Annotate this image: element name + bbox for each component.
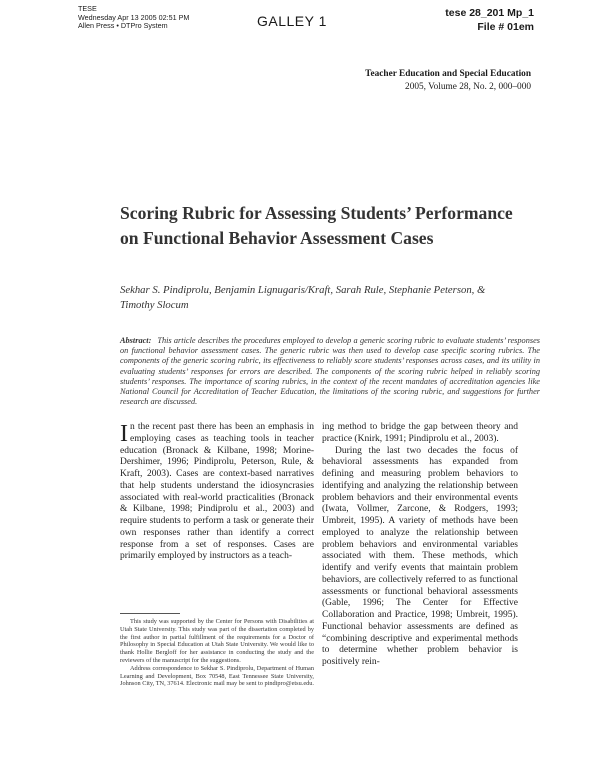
body-paragraph: During the last two decades the focus of behavioral assessments has expanded from defining and measuring problem behaviors to identifying and analyzing the relationship between problem behaviors and their environmental events (Iwata, Vollmer, Zarcone, & Rodgers, 1993; Umbreit, 1995). A variety of methods have been employed to analyze the relationship between problem behaviors and environmental variables associated with them. These methods, which identify and verify events that maintain problem behaviors, are collectively referred to as functional assessments or functional behavioral assessments (Gable, 1996; The Center for Effective Collaboration and Practice, 1998; Umbreit, 1995). Functional behavior assessments are defined as “combining descriptive and experimental methods to determine whether problem behavior is positively rein-	[322, 445, 518, 667]
journal-volume: 2005, Volume 28, No. 2, 000–000	[405, 81, 531, 92]
abstract	[120, 336, 540, 407]
body-text: n the recent past there has been an emphasis in employing cases as teaching tools in teacher education (Bronack & Kilbane, 1998; Morine-Dershimer, 1996; Pindiprolu, Peterson, Rule, & Kraft, 2003). Cases are context-based narratives that help students understand the idiosyncrasies associated with real-world practicalities (Bronack & Kilbane, 1998; Pindiprolu et al., 2003) and require students to perform a task or generate their own responses rather than identify a correct response from a set of responses. Cases are primarily employed by instructors as a teach-	[120, 422, 314, 562]
article-title: Scoring Rubric for Assessing Students’ Performance on Functional Behavior Assessment Cases	[120, 203, 513, 248]
header-line: Allen Press • DTPro System	[78, 21, 168, 31]
galley-label: GALLEY 1	[257, 13, 327, 29]
article-authors: Sekhar S. Pindiprolu, Benjamin Lignugaris/Kraft, Sarah Rule, Stephanie Peterson, & Timothy Slocum	[120, 284, 486, 311]
header-line: Wednesday Apr 13 2005 02:51 PM	[78, 12, 190, 22]
footnote-divider	[120, 613, 180, 614]
header-line: TESE	[78, 4, 97, 13]
abstract-label: Abstract:	[120, 336, 152, 345]
body-paragraph	[120, 422, 314, 563]
journal-info	[365, 68, 531, 93]
file-info	[445, 6, 534, 34]
body-column-right	[322, 422, 518, 669]
abstract-text: This article describes the procedures employed to develop a generic scoring rubric to evaluate students’ responses on functional behavior assessment cases. The generic rubric was then used to develop case specific scoring rubrics. The components of the generic scoring rubric, its effectiveness to reliably score students’ responses across cases, and its utility in evaluating students’ responses for errors are described. The components of the scoring rubric helped in reliably scoring students’ responses. The importance of scoring rubrics, in the context of the recent mandates of accreditation agencies like National Council for Accreditation of Teacher Education, the limitations of the scoring rubric, and suggestions for further research are discussed.	[120, 336, 540, 407]
footnote-acknowledgment: This study was supported by the Center for Persons with Disabilities at Utah State University. This study was part of the dissertation completed by the first author in partial fulfillment of the requirements for a Doctor of Philosophy in Special Education at Utah State University. We would like to thank Hollie Bergloff for her assistance in conducting the study and the reviewers of the manuscript for the suggestions.	[120, 618, 314, 664]
journal-name: Teacher Education and Special Education	[365, 69, 531, 79]
file-number: File # 01em	[477, 21, 534, 33]
drop-cap: I	[120, 421, 128, 447]
footnote	[120, 618, 314, 688]
body-paragraph-continued: ing method to bridge the gap between theory and practice (Knirk, 1991; Pindiprolu et al., 2003).	[322, 422, 518, 444]
footnote-correspondence: Address correspondence to Sekhar S. Pindiprolu, Department of Human Learning and Development, Box 70548, East Tennessee State University, Johnson City, TN, 37614. Electronic mail may be sent to pindipro@etsu.edu.	[120, 664, 314, 688]
body-column-left	[120, 422, 314, 563]
file-id: tese 28_201 Mp_1	[445, 7, 534, 19]
print-header-info	[78, 5, 189, 31]
